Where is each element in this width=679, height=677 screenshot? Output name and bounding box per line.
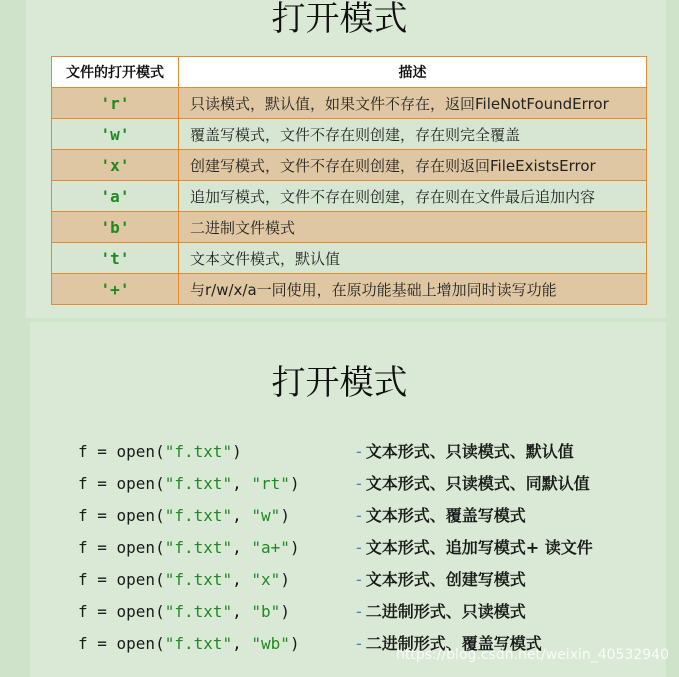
mode-cell: 'a' — [52, 181, 179, 212]
code-string: "f.txt" — [164, 570, 233, 589]
header-mode: 文件的打开模式 — [52, 57, 179, 88]
comment-dash: - — [356, 442, 362, 461]
comment-text: 文本形式、创建写模式 — [365, 570, 526, 589]
comment-dash: - — [356, 602, 362, 621]
code-suffix: ) — [289, 538, 300, 557]
code-comment — [356, 474, 590, 494]
code-line — [78, 442, 242, 462]
mode-cell: 'w' — [52, 119, 179, 150]
code-string: "f.txt" — [164, 506, 233, 525]
code-line — [78, 506, 290, 526]
code-separator: , — [232, 506, 252, 525]
code-prefix: f = open( — [78, 602, 165, 621]
code-comment — [356, 442, 574, 462]
code-separator: , — [232, 474, 252, 493]
comment-text: 文本形式、只读模式、同默认值 — [365, 474, 590, 493]
code-prefix: f = open( — [78, 442, 165, 461]
code-comment — [356, 570, 526, 590]
watermark: https://blog.csdn.net/weixin_40532940 — [395, 647, 669, 663]
comment-text: 二进制形式、只读模式 — [365, 602, 526, 621]
code-comment — [356, 538, 593, 558]
code-string: "f.txt" — [164, 602, 233, 621]
description-cell: 创建写模式，文件不存在则创建，存在则返回FileExistsError — [179, 150, 647, 181]
code-line — [78, 602, 290, 622]
code-string: "f.txt" — [164, 538, 233, 557]
code-string: "b" — [251, 602, 281, 621]
code-line — [78, 474, 300, 494]
table-row — [52, 212, 647, 243]
mode-cell: '+' — [52, 274, 179, 305]
code-string: "rt" — [251, 474, 290, 493]
description-cell: 与r/w/x/a一同使用，在原功能基础上增加同时读写功能 — [179, 274, 647, 305]
code-string: "w" — [251, 506, 281, 525]
table-row — [52, 243, 647, 274]
comment-text: 文本形式、覆盖写模式 — [365, 506, 526, 525]
comment-text: 二进制形式、覆盖写模式 — [365, 634, 542, 653]
table-body — [52, 88, 647, 305]
table-row — [52, 181, 647, 212]
page-title: 打开模式 — [271, 0, 408, 39]
code-string: "a+" — [251, 538, 290, 557]
code-comment — [356, 506, 526, 526]
code-suffix: ) — [289, 474, 300, 493]
code-prefix: f = open( — [78, 570, 165, 589]
code-separator: , — [232, 570, 252, 589]
table-row — [52, 150, 647, 181]
mode-cell: 'x' — [52, 150, 179, 181]
description-cell: 文本文件模式，默认值 — [179, 243, 647, 274]
code-separator: , — [232, 538, 252, 557]
comment-dash: - — [356, 538, 362, 557]
table-row — [52, 274, 647, 305]
table-row — [52, 88, 647, 119]
comment-dash: - — [356, 506, 362, 525]
code-line — [78, 570, 290, 590]
code-string: "f.txt" — [164, 474, 233, 493]
code-suffix: ) — [280, 602, 290, 621]
code-string: "wb" — [251, 634, 290, 653]
table-row — [52, 119, 647, 150]
code-prefix: f = open( — [78, 634, 165, 653]
code-separator: , — [232, 634, 252, 653]
code-suffix: ) — [289, 634, 300, 653]
modes-table — [51, 56, 647, 305]
code-suffix: ) — [280, 570, 290, 589]
description-cell: 二进制文件模式 — [179, 212, 647, 243]
code-line — [78, 634, 300, 654]
description-cell: 追加写模式，文件不存在则创建，存在则在文件最后追加内容 — [179, 181, 647, 212]
code-string: "x" — [251, 570, 281, 589]
code-string: "f.txt" — [164, 442, 233, 461]
section-title: 打开模式 — [271, 363, 408, 403]
header-desc: 描述 — [179, 57, 647, 88]
code-prefix: f = open( — [78, 538, 165, 557]
code-line — [78, 538, 300, 558]
mode-cell: 'r' — [52, 88, 179, 119]
description-cell: 只读模式，默认值，如果文件不存在，返回FileNotFoundError — [179, 88, 647, 119]
mode-cell: 't' — [52, 243, 179, 274]
comment-dash: - — [356, 570, 362, 589]
mode-cell: 'b' — [52, 212, 179, 243]
code-string: "f.txt" — [164, 634, 233, 653]
comment-dash: - — [356, 474, 362, 493]
code-separator: , — [232, 602, 252, 621]
table-header-row — [52, 57, 647, 88]
code-suffix: ) — [232, 442, 242, 461]
code-prefix: f = open( — [78, 506, 165, 525]
comment-text: 文本形式、只读模式、默认值 — [365, 442, 574, 461]
comment-dash: - — [356, 634, 362, 653]
code-comment — [356, 602, 526, 622]
description-cell: 覆盖写模式，文件不存在则创建，存在则完全覆盖 — [179, 119, 647, 150]
code-prefix: f = open( — [78, 474, 165, 493]
comment-text: 文本形式、追加写模式+ 读文件 — [365, 538, 593, 557]
code-suffix: ) — [280, 506, 290, 525]
